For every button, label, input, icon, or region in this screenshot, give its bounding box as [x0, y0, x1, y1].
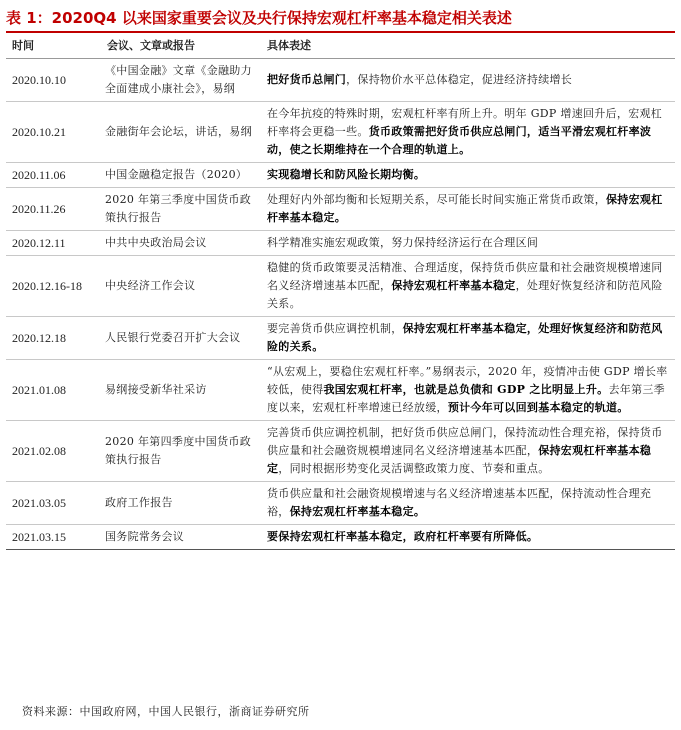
row-date: 2021.01.08	[6, 360, 101, 421]
row-source: 中共中央政治局会议	[101, 231, 261, 256]
detail-text: 在今年抗疫的特殊时期，宏观杠杆率有所上升。明年 GDP 增速回升后，宏观杠杆率将会更稳一些。	[267, 107, 663, 138]
row-date: 2020.12.11	[6, 231, 101, 256]
row-detail	[261, 482, 675, 525]
detail-highlight: 要保持宏观杠杆率基本稳定，政府杠杆率要有所降低。	[267, 530, 539, 543]
row-detail	[261, 525, 675, 550]
row-date: 2020.12.18	[6, 317, 101, 360]
row-detail	[261, 102, 675, 163]
row-source: 金融街年会论坛，讲话，易纲	[101, 102, 261, 163]
detail-highlight: 保持宏观杠杆率基本稳定	[267, 444, 652, 475]
table-row	[6, 102, 675, 163]
source-note: 资料来源：中国政府网，中国人民银行，浙商证券研究所	[22, 705, 310, 718]
detail-text: “从宏观上，要稳住宏观杠杆率。”易纲表示，2020 年，疫情冲击使 GDP 增长率较低，使得	[267, 365, 668, 396]
detail-text: ，处理好恢复经济和防范风险关系。	[267, 279, 663, 310]
detail-highlight: 保持宏观杠杆率基本稳定。	[267, 193, 663, 224]
table-title: 表 1：2020Q4 以来国家重要会议及央行保持宏观杠杆率基本稳定相关表述	[6, 9, 512, 27]
row-date: 2021.03.05	[6, 482, 101, 525]
row-date: 2020.10.21	[6, 102, 101, 163]
table-row	[6, 360, 675, 421]
detail-text: 科学精准实施宏观政策，努力保持经济运行在合理区间	[267, 236, 539, 249]
detail-text: 稳健的货币政策要灵活精准、合理适度，保持货币供应量和社会融资规模增速同名义经济增速基本匹配，	[267, 261, 663, 292]
row-date: 2020.12.16-18	[6, 256, 101, 317]
row-detail	[261, 256, 675, 317]
detail-highlight: 保持宏观杠杆率基本稳定。	[289, 505, 426, 518]
header-meeting: 会议、文章或报告	[101, 34, 261, 59]
row-source: 政府工作报告	[101, 482, 261, 525]
policy-statements-table	[6, 34, 675, 550]
detail-text: ，保持物价水平总体稳定，促进经济持续增长	[346, 73, 573, 86]
row-source: 易纲接受新华社采访	[101, 360, 261, 421]
table-row	[6, 188, 675, 231]
row-detail	[261, 421, 675, 482]
detail-text: 货币供应量和社会融资规模增速与名义经济增速基本匹配，保持流动性合理充裕，	[267, 487, 652, 518]
header-detail: 具体表述	[261, 34, 675, 59]
detail-highlight: 保持宏观杠杆率基本稳定，处理好恢复经济和防范风险的关系。	[267, 322, 663, 353]
row-detail	[261, 317, 675, 360]
detail-highlight: 预计今年可以回到基本稳定的轨道。	[447, 401, 629, 414]
detail-highlight: 我国宏观杠杆率，也就是总负债和 GDP 之比明显上升。	[323, 383, 609, 396]
detail-text: 处理好内外部均衡和长短期关系，尽可能长时间实施正常货币政策，	[267, 193, 606, 206]
table-header-row	[6, 34, 675, 59]
row-source: 中央经济工作会议	[101, 256, 261, 317]
detail-highlight: 保持宏观杠杆率基本稳定	[391, 279, 516, 292]
table-row	[6, 482, 675, 525]
row-source: 国务院常务会议	[101, 525, 261, 550]
detail-text: 完善货币供应调控机制，把好货币供应总闸门，保持流动性合理充裕，保持货币供应量和社会融资规模增速同名义经济增速基本匹配，	[267, 426, 663, 457]
row-source: 2020 年第四季度中国货币政策执行报告	[101, 421, 261, 482]
detail-highlight: 把好货币总闸门	[267, 73, 347, 86]
row-date: 2020.10.10	[6, 59, 101, 102]
row-source: 《中国金融》文章《金融助力全面建成小康社会》，易纲	[101, 59, 261, 102]
row-date: 2020.11.06	[6, 163, 101, 188]
title-divider	[6, 31, 675, 33]
row-source: 中国金融稳定报告（2020）	[101, 163, 261, 188]
header-time: 时间	[6, 34, 101, 59]
row-detail	[261, 163, 675, 188]
row-detail	[261, 360, 675, 421]
table-row	[6, 59, 675, 102]
row-detail	[261, 59, 675, 102]
table-row	[6, 231, 675, 256]
table-row	[6, 525, 675, 550]
row-detail	[261, 188, 675, 231]
row-date: 2020.11.26	[6, 188, 101, 231]
table-row	[6, 317, 675, 360]
detail-highlight: 实现稳增长和防风险长期均衡。	[267, 168, 426, 181]
table-row	[6, 256, 675, 317]
table-row	[6, 163, 675, 188]
detail-highlight: 货币政策需把好货币供应总闸门，适当平滑宏观杠杆率波动，使之长期维持在一个合理的轨道上。	[267, 125, 652, 156]
detail-text: 去年第三季度以来，宏观杠杆率增速已经放缓，	[267, 383, 665, 414]
row-date: 2021.02.08	[6, 421, 101, 482]
row-date: 2021.03.15	[6, 525, 101, 550]
row-source: 2020 年第三季度中国货币政策执行报告	[101, 188, 261, 231]
row-detail	[261, 231, 675, 256]
detail-text: 要完善货币供应调控机制，	[267, 322, 403, 335]
detail-text: ，同时根据形势变化灵活调整政策力度、节奏和重点。	[278, 462, 550, 475]
table-row	[6, 421, 675, 482]
row-source: 人民银行党委召开扩大会议	[101, 317, 261, 360]
